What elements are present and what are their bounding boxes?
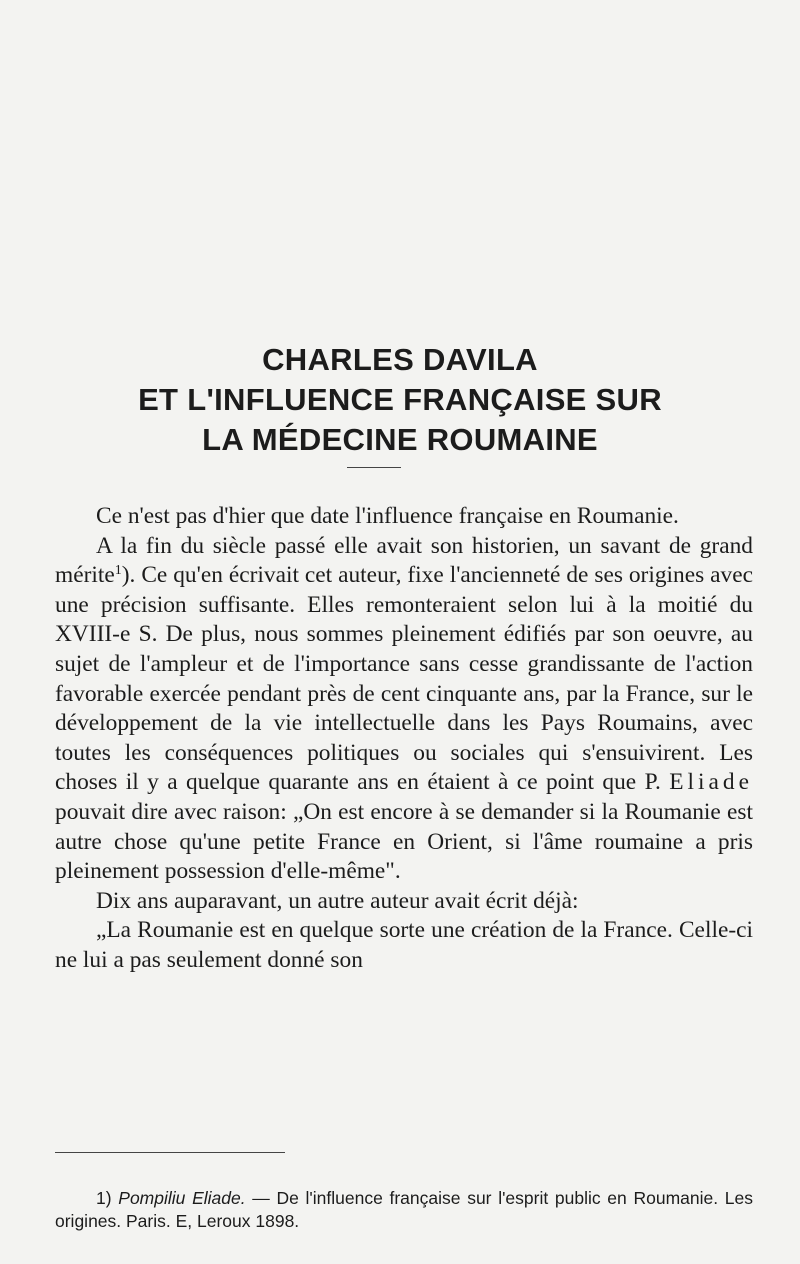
footnote-number: 1) [96, 1188, 112, 1208]
paragraph-2-end: pouvait dire avec raison: „On est encore à se demander si la Roumanie est autre chose qu'une petite France en Orient, si l'âme roumaine a pris pleinement possession d'elle-même". [55, 798, 753, 885]
paragraph-2-start: A la fin du siècle passé elle avait son historien, un savant de grand mérite [55, 532, 753, 589]
paragraph-2 [55, 532, 753, 887]
title-divider [347, 467, 401, 468]
title-line-2: ET L'INFLUENCE FRANÇAISE SUR [138, 382, 662, 417]
footnote-divider [55, 1152, 285, 1153]
footnote-author: Pompiliu Eliade. [118, 1188, 246, 1208]
paragraph-1: Ce n'est pas d'hier que date l'influence française en Roumanie. [96, 503, 679, 529]
footnote-reference: 1 [114, 563, 122, 579]
title-line-3: LA MÉDECINE ROUMAINE [202, 422, 598, 457]
paragraph-3: Dix ans auparavant, un autre auteur avait écrit déjà: [96, 887, 579, 914]
spaced-author-name: Eliade [669, 769, 753, 796]
body-text [55, 502, 753, 976]
footnote-text: — De l'influence française sur l'esprit public en Roumanie. Les origines. Paris. E, Leroux 1898. [55, 1188, 753, 1231]
chapter-title [0, 340, 800, 460]
paragraph-2-middle: ). Ce qu'en écrivait cet auteur, fixe l'ancienneté de ses origines avec une précision suffisante. Elles remonteraient selon lui à la moitié du XVIII-e S. De plus, nous sommes pleinement édifiés par son oeuvre, au sujet de l'ampleur et de l'importance sans cesse grandissante de l'action favorable exercée pendant près de cent cinquante ans, par la France, sur le développement de la vie intellectuelle dans les Pays Roumains, avec toutes les conséquences politiques ou sociales qui s'ensuivirent. Les choses il y a quelque quarante ans en étaient à ce point que P. [55, 562, 753, 796]
footnote [55, 1187, 753, 1233]
paragraph-4: „La Roumanie est en quelque sorte une création de la France. Celle-ci ne lui a pas seulement donné son [55, 917, 753, 973]
title-line-1: CHARLES DAVILA [262, 342, 538, 377]
